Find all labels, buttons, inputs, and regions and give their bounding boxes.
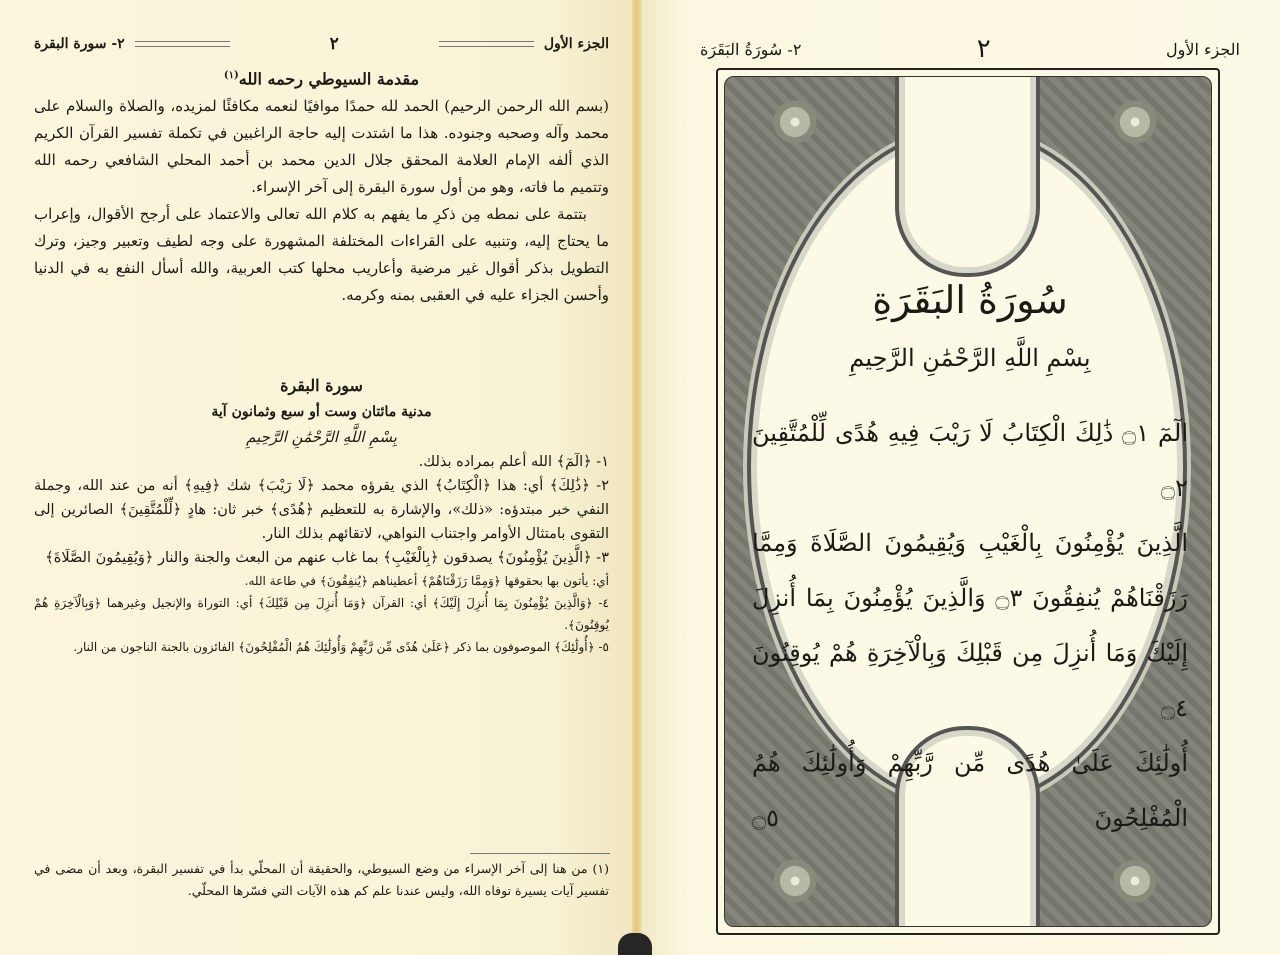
surah-info: مدنية مائتان وست أو سبع وثمانون آية [211,404,432,420]
intro-paragraph: (بسم الله الرحمن الرحيم) الحمد لله حمدًا موافيًا لنعمه مكافئًا لمزيده، والصلاة والسلام على محمد وآله وصحبه وجنوده. هذا ما اشتدت إليه حاجة الراغبين في تكملة تفسير القرآن الكريم الذي ألفه الإمام العلامة المحقق جلال الدين محمد بن أحمد المحلي الشافعي رحمه الله وتتميم ما فاته، وهو من أول سورة البقرة إلى آخر الإسراء. [34,97,609,197]
right-running-head [700,34,1240,64]
quran-text [740,270,1200,846]
left-head-page-number: ٢ [329,34,339,54]
footnote-ref[interactable]: (١) [223,70,239,81]
right-head-surah: ٢- سُورَةُ البَقَرَة [700,39,802,59]
footnote: (١) من هنا إلى آخر الإسراء من وضع السيوطي، والحقيقة أن المحلّي بدأ في تفسير البقرة، وبعد أن مضى في تفسير آيات يسيرة توفاه الله، وليس عندنا علم كم هذه الآيات التي فسّرها المحلّي. [34,861,609,898]
intro-section [34,62,609,309]
tafsir-line: ٣- ﴿الَّذِينَ يُؤْمِنُونَ﴾ يصدقون ﴿بِالْغَيْبِ﴾ بما غاب عنهم من البعث والجنة والنار ﴿وَيُقِيمُونَ الصَّلَاةَ﴾ [45,550,609,566]
basmala: بِسْمِ اللَّهِ الرَّحْمَٰنِ الرَّحِيمِ [246,428,397,446]
surah-heading: سورة البقرة [280,376,363,395]
left-running-head [34,34,609,54]
tafsir-small-line: أي: يأتون بها بحقوقها ﴿وَمِمَّا رَزَقْنَاهُمْ﴾ أعطيناهم ﴿يُنفِقُونَ﴾ في طاعة الله. [244,574,609,588]
flower-ornament-icon [765,851,825,911]
tafsir-line: ١- ﴿الٓمٓ﴾ الله أعلم بمراده بذلك. [418,454,609,470]
head-rule [439,41,534,47]
left-page [0,0,636,955]
right-head-page-number: ٢ [976,34,991,64]
book-gutter [632,0,642,955]
left-head-surah: ٢- سورة البقرة [34,36,125,52]
surah-section [34,372,609,658]
tafsir-small-line: ٥- ﴿أُولَٰئِكَ﴾ الموصوفون بما ذكر ﴿عَلَىٰ هُدًى مِّن رَّبِّهِمْ وَأُولَٰئِكَ هُمُ الْمُفْلِحُونَ﴾ الفائزون بالجنة الناجون من النار. [73,640,609,654]
top-arch-ornament [905,76,1030,267]
ayah-line: إِلَيْكَ وَمَا أُنزِلَ مِن قَبْلِكَ وَبِالْآخِرَةِ هُمْ يُوقِنُونَ ۝٤ [752,639,1188,722]
intro-paragraph: بتتمة على نمطه مِن ذكرِ ما يفهم به كلام الله تعالى والاعتماد على أرجح الأقوال، وإعراب ما يحتاج إليه، وتنبيه على القراءات المختلفة المشهورة على وجه لطيف وتعبير وجيز، وترك التطويل بذكر أقوال غير مرضية وأعاريب محلها كتب العربية، والله أسأل النفع به في الدنيا وأحسن الجزاء عليه في العقبى بمنه وكرمه. [34,205,609,305]
head-rule [135,41,230,47]
flower-ornament-icon [1105,92,1165,152]
basmala: بِسْمِ اللَّهِ الرَّحْمَٰنِ الرَّحِيمِ [849,344,1091,372]
ayah-line: رَزَقْنَاهُمْ يُنفِقُونَ ۝٣ وَالَّذِينَ يُؤْمِنُونَ بِمَا أُنزِلَ [752,584,1188,612]
footnote-divider [470,853,610,854]
ayah-line: الَّذِينَ يُؤْمِنُونَ بِالْغَيْبِ وَيُقِيمُونَ الصَّلَاةَ وَمِمَّا [752,529,1188,557]
ayah-line: أُولَٰئِكَ عَلَىٰ هُدًى مِّن رَّبِّهِمْ وَأُولَٰئِكَ هُمُ الْمُفْلِحُونَ ۝٥ [752,749,1188,832]
intro-title: مقدمة السيوطي رحمه الله$^{(١)}$ [223,69,420,89]
tafsir-line: ٢- ﴿ذَٰلِكَ﴾ أي: هذا ﴿الْكِتَابُ﴾ الذي يقرؤه محمد ﴿لَا رَيْبَ﴾ شك ﴿فِيهِ﴾ أنه من عند الله، وجملة النفي خبر مبتدؤه: «ذلك»، والإشارة به للتعظيم ﴿هُدًى﴾ خبر ثان: هادٍ ﴿لِّلْمُتَّقِينَ﴾ الصائرين إلى التقوى بامتثال الأوامر واجتناب النواهي، لاتقائهم بذلك النار. [34,478,609,542]
binding-shadow [618,933,652,955]
ayah-line: الٓمٓ ۝١ ذَٰلِكَ الْكِتَابُ لَا رَيْبَ فِيهِ هُدًى لِّلْمُتَّقِينَ ۝٢ [752,419,1188,502]
tafsir-small-line: ٤- ﴿وَالَّذِينَ يُؤْمِنُونَ بِمَا أُنزِلَ إِلَيْكَ﴾ أي: القرآن ﴿وَمَا أُنزِلَ مِن قَبْلِكَ﴾ أي: التوراة والإنجيل وغيرهما ﴿وَبِالْآخِرَةِ هُمْ يُوقِنُونَ﴾. [34,596,609,632]
right-head-volume: الجزء الأول [1165,39,1240,59]
surah-title: سُورَةُ البَقَرَةِ [872,278,1068,322]
left-head-volume: الجزء الأول [543,36,609,52]
flower-ornament-icon [1105,851,1165,911]
flower-ornament-icon [765,92,825,152]
